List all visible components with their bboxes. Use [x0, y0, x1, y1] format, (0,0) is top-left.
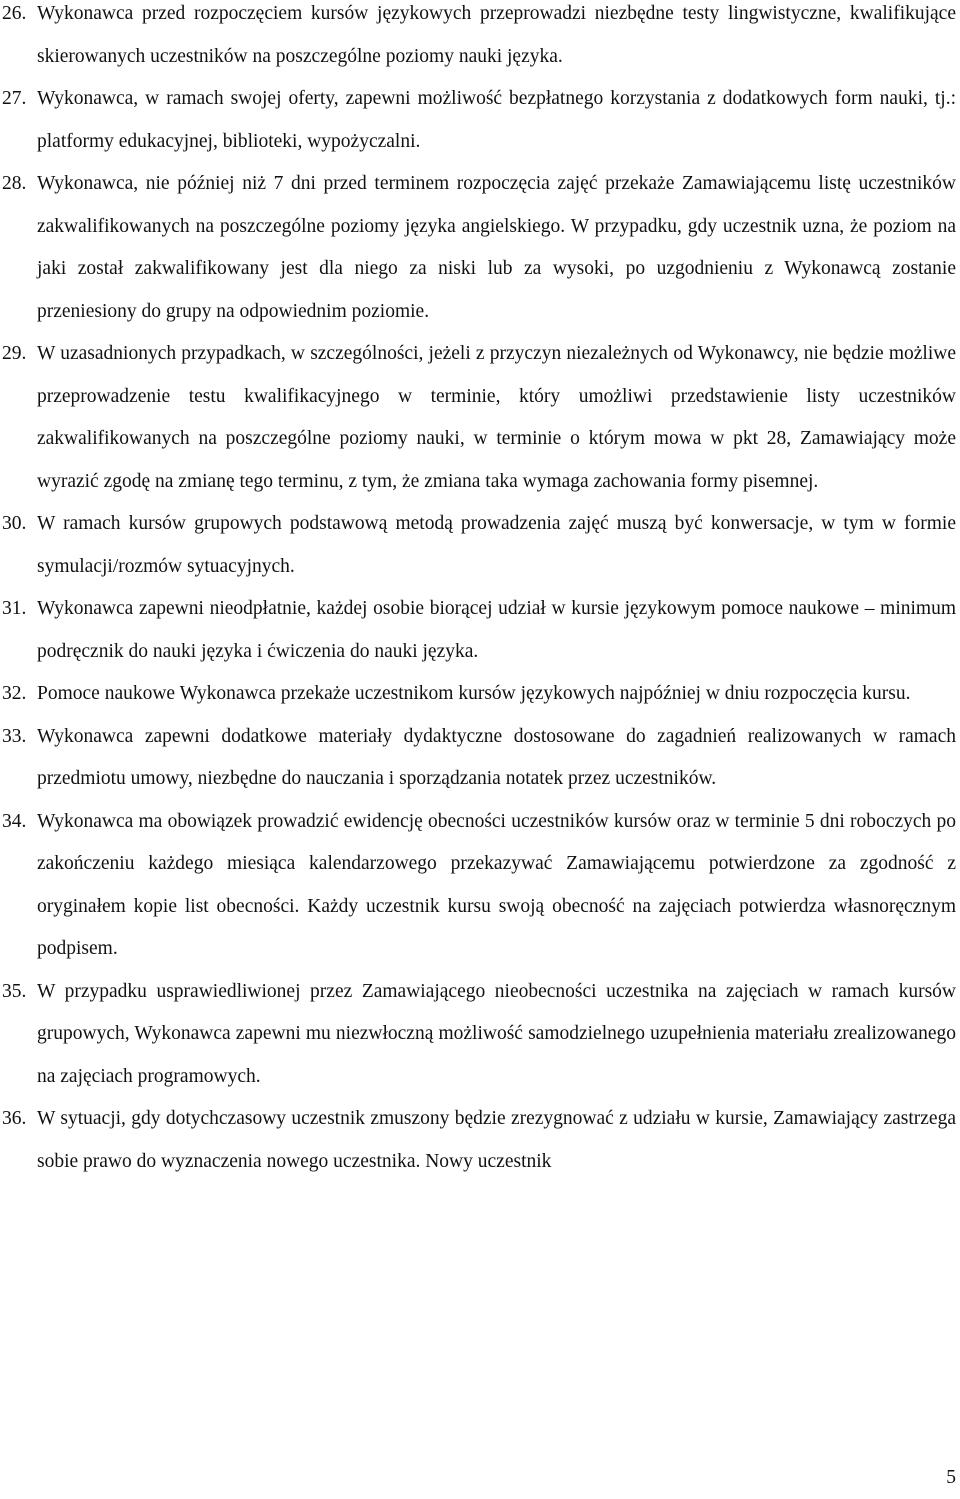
clause-number: 29. [2, 343, 27, 364]
clause-text: W uzasadnionych przypadkach, w szczególności, jeżeli z przyczyn niezależnych od Wykonawcy, nie będzie możliwe przeprowadzenie testu kwalifikacyjnego w terminie, który umożliwi przedstawienie listy uczestników zakwalifikowanych na poszczególne poziomy nauki, w terminie o którym mowa w pkt 28, Zamawiający może wyrazić zgodę na zmianę tego terminu, z tym, że zmiana taka wymaga zachowania formy pisemnej. [37, 343, 956, 492]
clause-31 [2, 588, 956, 673]
clause-text: Wykonawca, w ramach swojej oferty, zapewni możliwość bezpłatnego korzystania z dodatkowych form nauki, tj.: platformy edukacyjnej, biblioteki, wypożyczalni. [37, 88, 956, 152]
numbered-clauses-list [2, 0, 956, 1183]
clause-text: W sytuacji, gdy dotychczasowy uczestnik zmuszony będzie zrezygnować z udziału w kursie, Zamawiający zastrzega sobie prawo do wyznaczenia nowego uczestnika. Nowy uczestnik [37, 1108, 956, 1172]
clause-number: 31. [2, 598, 27, 619]
clause-text: Wykonawca, nie później niż 7 dni przed terminem rozpoczęcia zajęć przekaże Zamawiającemu listę uczestników zakwalifikowanych na poszczególne poziomy języka angielskiego. W przypadku, gdy uczestnik uzna, że poziom na jaki został zakwalifikowany jest dla niego za niski lub za wysoki, po uzgodnieniu z Wykonawcą zostanie przeniesiony do grupy na odpowiednim poziomie. [37, 173, 956, 322]
clause-number: 30. [2, 513, 27, 534]
clause-35 [2, 971, 956, 1099]
clause-number: 35. [2, 980, 27, 1002]
clause-number: 28. [2, 173, 27, 194]
clause-27 [2, 78, 956, 163]
clause-29 [2, 333, 956, 503]
clause-number: 36. [2, 1108, 27, 1129]
clause-text: Pomoce naukowe Wykonawca przekaże uczestnikom kursów językowych najpóźniej w dniu rozpoczęcia kursu. [37, 683, 911, 704]
clause-33 [2, 716, 956, 801]
clause-30 [2, 503, 956, 588]
clause-number: 33. [2, 725, 27, 747]
page-number: 5 [946, 1467, 956, 1488]
clause-34 [2, 801, 956, 971]
clause-text: Wykonawca zapewni nieodpłatnie, każdej osobie biorącej udział w kursie językowym pomoce naukowe – minimum podręcznik do nauki języka i ćwiczenia do nauki języka. [37, 598, 956, 662]
clause-26 [2, 0, 956, 78]
clause-28 [2, 163, 956, 333]
clause-text: W ramach kursów grupowych podstawową metodą prowadzenia zajęć muszą być konwersacje, w tym w formie symulacji/rozmów sytuacyjnych. [37, 513, 956, 577]
clause-number: 27. [2, 88, 27, 109]
clause-32 [2, 673, 956, 716]
clause-text: Wykonawca przed rozpoczęciem kursów językowych przeprowadzi niezbędne testy lingwistyczne, kwalifikujące skierowanych uczestników na poszczególne poziomy nauki języka. [37, 3, 956, 67]
clause-36 [2, 1098, 956, 1183]
clause-number: 26. [2, 3, 27, 24]
clause-text: W przypadku usprawiedliwionej przez Zamawiającego nieobecności uczestnika na zajęciach w ramach kursów grupowych, Wykonawca zapewni mu niezwłoczną możliwość samodzielnego uzupełnienia materiału zrealizowanego na zajęciach programowych. [37, 980, 956, 1087]
clause-number: 34. [2, 810, 27, 832]
clause-text: Wykonawca zapewni dodatkowe materiały dydaktyczne dostosowane do zagadnień realizowanych w ramach przedmiotu umowy, niezbędne do nauczania i sporządzania notatek przez uczestników. [37, 725, 956, 789]
clause-text: Wykonawca ma obowiązek prowadzić ewidencję obecności uczestników kursów oraz w terminie 5 dni roboczych po zakończeniu każdego miesiąca kalendarzowego przekazywać Zamawiającemu potwierdzone za zgodność z oryginałem kopie list obecności. Każdy uczestnik kursu swoją obecność na zajęciach potwierdza własnoręcznym podpisem. [37, 810, 956, 959]
clause-number: 32. [2, 683, 27, 704]
